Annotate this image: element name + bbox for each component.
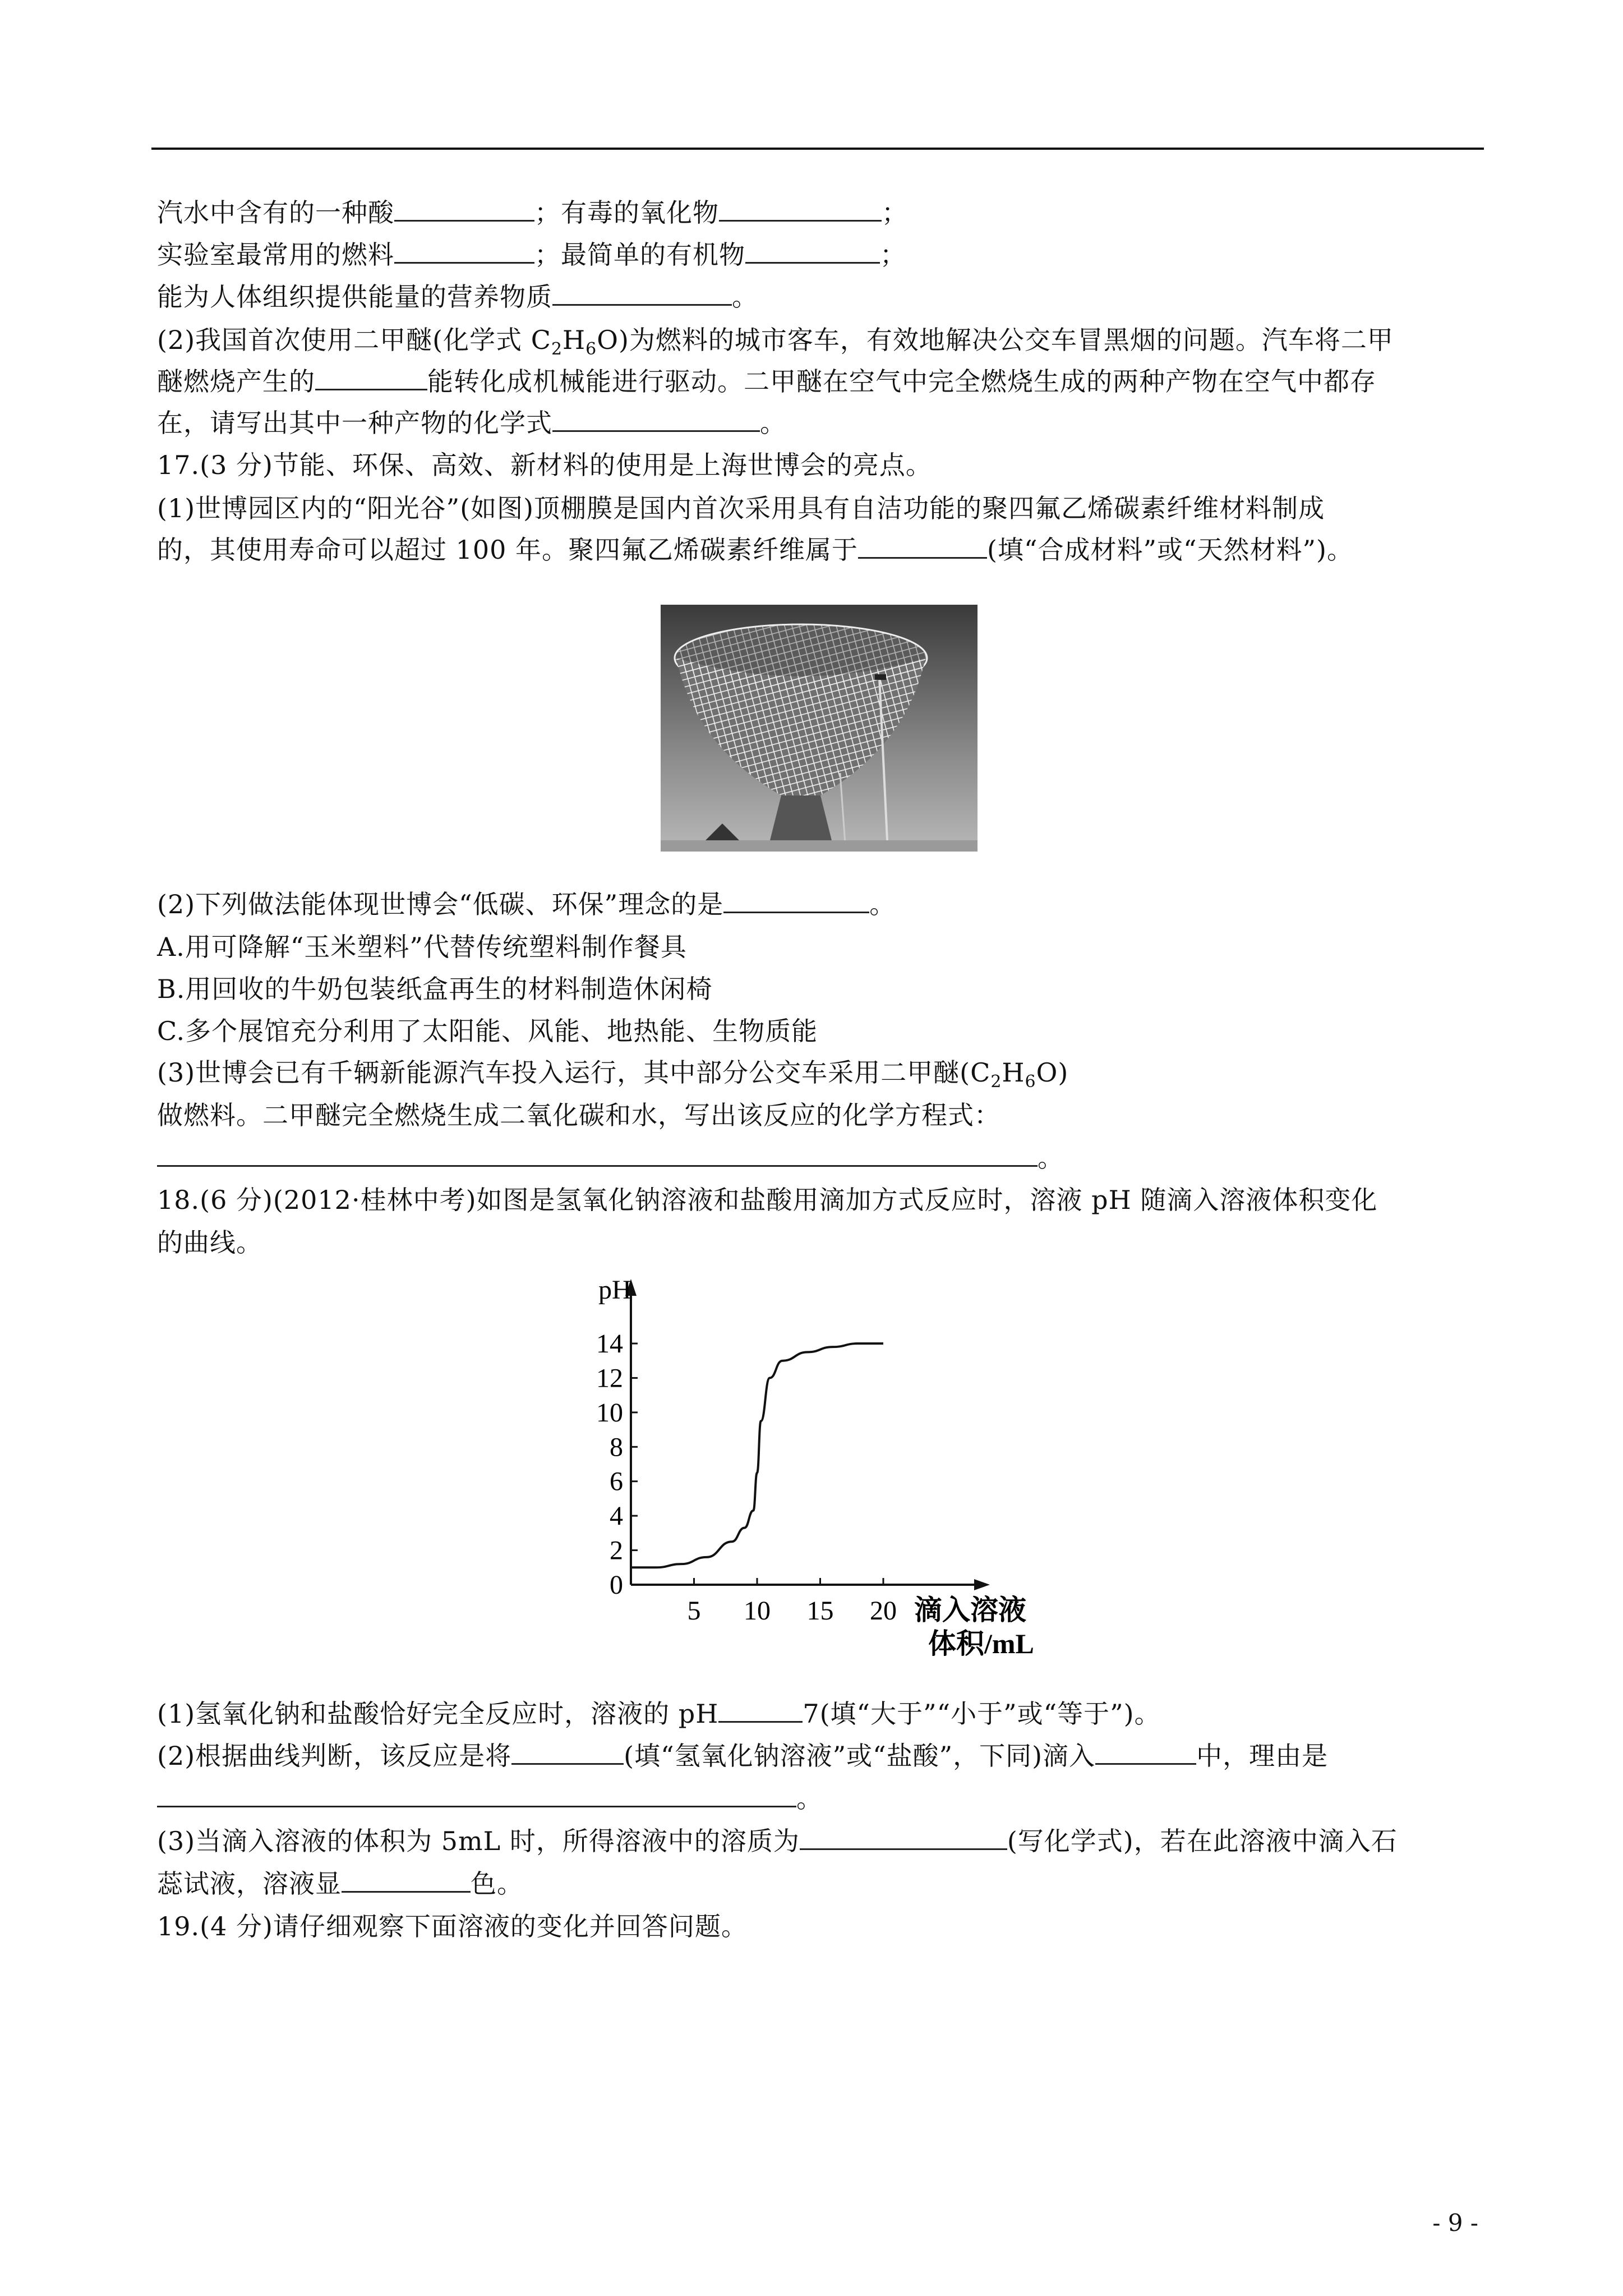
subscript: 2 xyxy=(990,1072,1002,1092)
text: 能转化成机械能进行驱动。二甲醚在空气中完全燃烧生成的两种产物在空气中都存 xyxy=(427,366,1376,397)
text: 能为人体组织提供能量的营养物质 xyxy=(157,282,552,312)
answer-blank[interactable] xyxy=(723,889,869,913)
answer-blank[interactable] xyxy=(800,1826,1007,1850)
text: 。 xyxy=(869,889,896,919)
answer-blank[interactable] xyxy=(394,240,534,264)
y-axis-label: pH xyxy=(598,1275,631,1305)
text: O) xyxy=(1036,1057,1069,1088)
y-tick-label: 6 xyxy=(610,1466,623,1497)
q17-1-line-2 xyxy=(157,533,1353,567)
header-rule xyxy=(151,148,1484,150)
q19-stem: 19.(4 分)请仔细观察下面溶液的变化并回答问题。 xyxy=(157,1911,748,1941)
answer-blank[interactable] xyxy=(315,366,427,390)
x-tick-label: 10 xyxy=(744,1596,771,1626)
text: (3)世博会已有千辆新能源汽车投入运行，其中部分公交车采用二甲醚(C xyxy=(157,1057,991,1088)
text: (填“氢氧化钠溶液”或“盐酸”，下同)滴入 xyxy=(624,1741,1096,1771)
answer-blank[interactable] xyxy=(157,1783,796,1807)
sunny-valley-photo xyxy=(661,605,978,852)
text: 实验室最常用的燃料 xyxy=(157,240,394,270)
answer-blank[interactable] xyxy=(394,197,534,222)
y-tick-label: 2 xyxy=(610,1535,623,1566)
text: 汽水中含有的一种酸 xyxy=(157,197,394,228)
option-b[interactable]: B.用回收的牛奶包装纸盒再生的材料制造休闲椅 xyxy=(157,974,713,1004)
q17-1-line-1: (1)世博园区内的“阳光谷”(如图)顶棚膜是国内首次采用具有自洁功能的聚四氟乙烯碳素纤维材料制成 xyxy=(157,493,1325,523)
text: 。 xyxy=(1038,1143,1064,1173)
text: 。 xyxy=(796,1783,823,1814)
q16-2-line-2 xyxy=(157,365,1376,398)
y-tick-label: 14 xyxy=(596,1329,623,1359)
answer-blank[interactable] xyxy=(718,1699,803,1723)
answer-blank[interactable] xyxy=(858,535,987,559)
q18-3-line-1 xyxy=(157,1824,1398,1858)
subscript: 6 xyxy=(1025,1072,1036,1092)
text: 色。 xyxy=(471,1869,523,1899)
text: (2)我国首次使用二甲醚(化学式 C xyxy=(157,325,551,355)
text: ；有毒的氧化物 xyxy=(534,197,719,228)
x-axis-label-line2: 体积/mL xyxy=(928,1628,1034,1659)
text: ； xyxy=(880,240,906,270)
q17-2-line xyxy=(157,887,896,921)
q17-3-line-2: 做燃料。二甲醚完全燃烧生成二氧化碳和水，写出该反应的化学方程式： xyxy=(157,1100,1000,1130)
q17-3-answer-line xyxy=(157,1141,1064,1175)
text: (填“合成材料”或“天然材料”)。 xyxy=(987,535,1354,565)
x-axis-arrow xyxy=(974,1579,990,1590)
y-tick-label: 12 xyxy=(596,1363,623,1393)
q16-line-2 xyxy=(157,238,906,272)
text: H xyxy=(562,325,586,355)
q18-3-line-2 xyxy=(157,1867,523,1901)
answer-blank[interactable] xyxy=(719,197,882,222)
x-tick-label: 15 xyxy=(806,1596,834,1626)
q16-line-3 xyxy=(157,280,758,314)
answer-blank[interactable] xyxy=(552,282,732,306)
answer-blank[interactable] xyxy=(552,408,760,432)
subscript: 2 xyxy=(551,339,563,360)
y-tick-label: 8 xyxy=(610,1432,623,1462)
q18-stem-line-1: 18.(6 分)(2012·桂林中考)如图是氢氧化钠溶液和盐酸用滴加方式反应时，溶液 pH 随滴入溶液体积变化 xyxy=(157,1185,1378,1215)
q18-2-line-1 xyxy=(157,1739,1328,1773)
option-c[interactable]: C.多个展馆充分利用了太阳能、风能、地热能、生物质能 xyxy=(157,1016,818,1046)
text: 的，其使用寿命可以超过 100 年。聚四氟乙烯碳素纤维属于 xyxy=(157,535,859,565)
page-number: - 9 - xyxy=(1432,2209,1478,2237)
q16-line-1 xyxy=(157,196,908,229)
text: 醚燃烧产生的 xyxy=(157,366,315,397)
x-tick-label: 5 xyxy=(687,1596,701,1626)
text: 7(填“大于”“小于”或“等于”)。 xyxy=(803,1699,1161,1729)
ph-curve xyxy=(631,1343,883,1567)
y-tick-label: 0 xyxy=(610,1570,623,1600)
answer-blank[interactable] xyxy=(342,1869,471,1893)
text: O)为燃料的城市客车，有效地解决公交车冒黑烟的问题。汽车将二甲 xyxy=(597,325,1394,355)
ph-curve-chart xyxy=(572,1262,1088,1677)
text: (2)下列做法能体现世博会“低碳、环保”理念的是 xyxy=(157,889,724,919)
answer-blank[interactable] xyxy=(1095,1741,1196,1765)
text: 蕊试液，溶液显 xyxy=(157,1869,342,1899)
q18-stem-line-2: 的曲线。 xyxy=(157,1227,262,1258)
q17-3-line-1 xyxy=(157,1056,1068,1099)
text: ；最简单的有机物 xyxy=(534,240,745,270)
q18-1-line xyxy=(157,1697,1161,1731)
text: (2)根据曲线判断，该反应是将 xyxy=(157,1741,512,1771)
answer-blank[interactable] xyxy=(511,1741,624,1765)
subscript: 6 xyxy=(585,339,597,360)
answer-blank[interactable] xyxy=(157,1143,1038,1167)
text: 。 xyxy=(760,408,786,438)
y-tick-label: 4 xyxy=(610,1501,623,1531)
q18-2-answer-line xyxy=(157,1782,823,1815)
text: H xyxy=(1002,1057,1025,1088)
text: (写化学式)，若在此溶液中滴入石 xyxy=(1007,1826,1398,1856)
text: (1)氢氧化钠和盐酸恰好完全反应时，溶液的 pH xyxy=(157,1699,719,1729)
x-axis-label-line1: 滴入溶液 xyxy=(914,1594,1026,1626)
text: 中，理由是 xyxy=(1196,1741,1329,1771)
answer-blank[interactable] xyxy=(745,240,880,264)
q16-2-line-3 xyxy=(157,406,786,440)
text: 在，请写出其中一种产物的化学式 xyxy=(157,408,552,438)
x-tick-label: 20 xyxy=(870,1596,897,1626)
text: 。 xyxy=(732,282,758,312)
text: (3)当滴入溶液的体积为 5mL 时，所得溶液中的溶质为 xyxy=(157,1826,800,1856)
text: ； xyxy=(882,197,908,228)
q16-2-line-1 xyxy=(157,323,1394,366)
q17-stem: 17.(3 分)节能、环保、高效、新材料的使用是上海世博会的亮点。 xyxy=(157,450,932,480)
y-tick-label: 10 xyxy=(596,1397,623,1428)
option-a[interactable]: A.用可降解“玉米塑料”代替传统塑料制作餐具 xyxy=(157,932,687,962)
